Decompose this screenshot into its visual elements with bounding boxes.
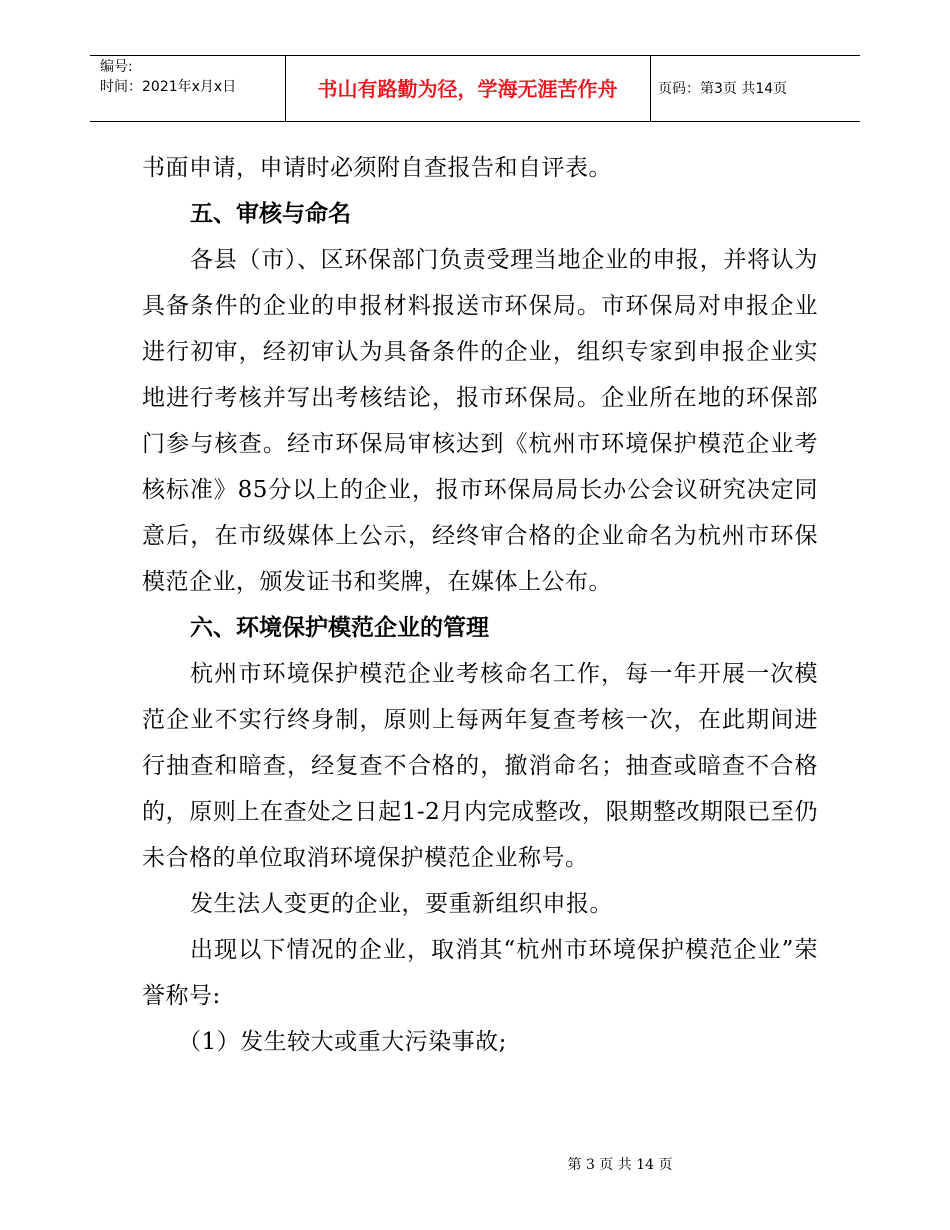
list-item-condition-1: （1）发生较大或重大污染事故; <box>178 1029 507 1055</box>
paragraph-continuation: 书面申请，申请时必须附自查报告和自评表。 <box>142 155 612 181</box>
paragraph-review-process: 各县（市）、区环保部门负责受理当地企业的申报，并将认为具备条件的企业的申报材料报送市环保局。市环保局对申报企业进行初审，经初审认为具备条件的企业，组织专家到申报企业实地进行考核并写出考核结论，报市环保局。企业所在地的环保部门参与核查。经市环保局审核达到《杭州市环境保护模范企业考核标准》85分以上的企业，报市环保局局长办公会议研究决定同意后，在市级媒体上公示，经终审合格的企业命名为杭州市环保模范企业，颁发证书和奖牌，在媒体上公布。 <box>142 247 818 595</box>
header-page-info: 页码：第3页 共14页 <box>658 81 788 97</box>
header-bottom-rule <box>90 121 860 122</box>
header-top-rule <box>90 55 860 56</box>
header-number-label: 编号: <box>100 59 133 75</box>
header-motto: 书山有路勤为径，学海无涯苦作舟 <box>317 77 618 101</box>
section-heading-management: 六、环境保护模范企业的管理 <box>190 615 489 641</box>
document-body <box>142 145 818 1065</box>
header-divider-right <box>650 55 651 121</box>
footer-page-number: 第 3 页 共 14 页 <box>567 1157 673 1173</box>
paragraph-revocation-conditions: 出现以下情况的企业，取消其“杭州市环境保护模范企业”荣誉称号: <box>142 937 818 1009</box>
paragraph-management-rules: 杭州市环境保护模范企业考核命名工作，每一年开展一次模范企业不实行终身制，原则上每两年复查考核一次，在此期间进行抽查和暗查，经复查不合格的，撤消命名；抽查或暗查不合格的，原则上在查处之日起1-2月内完成整改，限期整改期限已至仍未合格的单位取消环境保护模范企业称号。 <box>142 661 818 871</box>
paragraph-legal-change: 发生法人变更的企业，要重新组织申报。 <box>190 891 613 917</box>
header-time-label: 时间：2021年x月x日 <box>100 79 237 95</box>
section-heading-review: 五、审核与命名 <box>190 201 351 227</box>
